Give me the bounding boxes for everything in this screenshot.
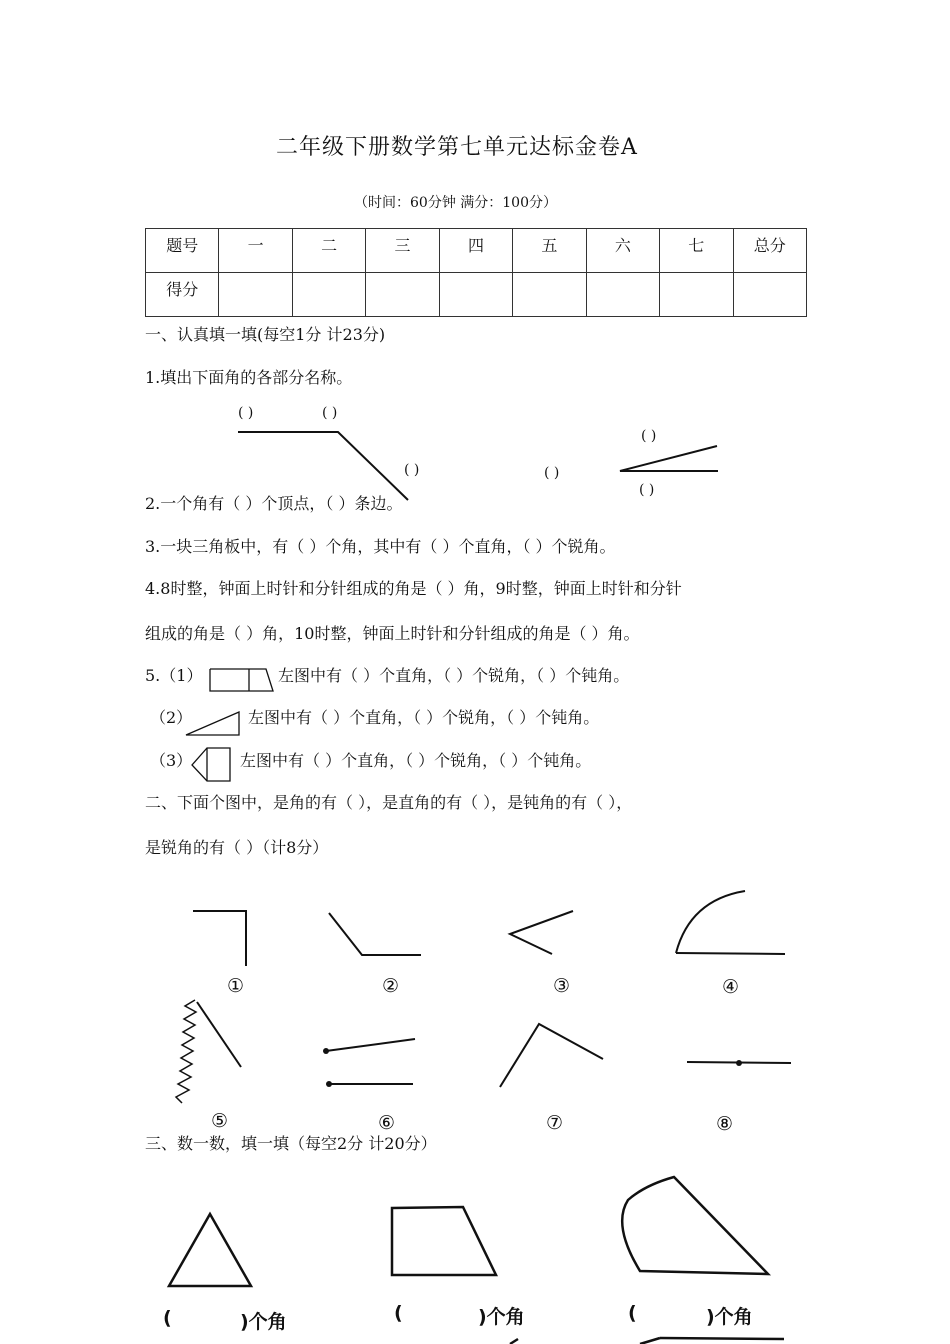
figure-label: ④	[722, 976, 740, 998]
figure-label: ①	[227, 975, 245, 997]
question-4-line-1: 4.8时整，钟面上时针和分针组成的角是（ ）角，9时整，钟面上时针和分针	[145, 579, 682, 598]
score-header-cell: 总分	[733, 229, 807, 273]
page-title: 二年级下册数学第七单元达标金卷A	[276, 135, 638, 160]
score-header-cell: 七	[660, 229, 733, 273]
figure-label: ⑥	[378, 1112, 396, 1134]
score-header-cell: 三	[366, 229, 439, 273]
score-header-cell: 五	[513, 229, 586, 273]
score-header-cell: 四	[439, 229, 512, 273]
curved-sector-shape	[622, 1177, 768, 1274]
question-5-3-label: （3）	[150, 751, 193, 770]
answer-blank[interactable]: ( )	[404, 462, 420, 478]
question-5-2: 左图中有（ ）个直角，（ ）个锐角，（ ）个钝角。	[248, 708, 600, 727]
question-2: 2.一个角有（ ）个顶点，（ ）条边。	[145, 494, 403, 513]
figure-label: ⑦	[546, 1112, 564, 1134]
section1-heading: 一、认真填一填(每空1分 计23分)	[145, 325, 386, 344]
score-header-cell: 一	[219, 229, 292, 273]
figure-label: ③	[553, 975, 571, 997]
score-header-cell: 题号	[146, 229, 219, 273]
exam-info: （时间：60分钟 满分：100分）	[354, 195, 557, 211]
section2-line-2: 是锐角的有（ ）（计8分）	[145, 838, 329, 857]
answer-blank-close: )个角	[478, 1306, 525, 1328]
question-5-1: 左图中有（ ）个直角，（ ）个锐角，（ ）个钝角。	[278, 666, 630, 685]
answer-blank-open: (	[628, 1302, 637, 1324]
figure-label: ⑧	[716, 1113, 734, 1135]
section3-heading: 三、数一数，填一填（每空2分 计20分）	[145, 1134, 437, 1153]
answer-blank-open: (	[163, 1307, 172, 1329]
answer-blank-open: (	[394, 1302, 403, 1324]
answer-blank-close: )个角	[706, 1306, 753, 1328]
answer-blank[interactable]	[640, 1302, 702, 1328]
answer-blank-close: )个角	[240, 1311, 287, 1333]
score-row-label: 得分	[146, 273, 219, 317]
question-5-1-label: 5.（1）	[145, 666, 203, 685]
answer-blank[interactable]: ( )	[544, 465, 560, 481]
answer-blank[interactable]: ( )	[238, 405, 254, 421]
question-5-3: 左图中有（ ）个直角，（ ）个锐角，（ ）个钝角。	[240, 751, 592, 770]
answer-blank[interactable]	[406, 1302, 474, 1328]
answer-blank[interactable]: ( )	[322, 405, 338, 421]
partial-shapes-cut-off	[510, 1338, 784, 1344]
section2-line-1: 二、下面个图中，是角的有（ ），是直角的有（ ），是钝角的有（ ），	[145, 793, 633, 812]
question-3: 3.一块三角板中，有（ ）个角，其中有（ ）个直角，（ ）个锐角。	[145, 537, 616, 556]
score-header-cell: 六	[586, 229, 659, 273]
score-header-cell: 二	[292, 229, 365, 273]
question-4-line-2: 组成的角是（ ）角，10时整，钟面上时针和分针组成的角是（ ）角。	[145, 624, 640, 643]
figure-label: ②	[382, 975, 400, 997]
answer-blank[interactable]: ( )	[641, 428, 657, 444]
question-5-2-label: （2）	[150, 708, 193, 727]
question-1: 1.填出下面角的各部分名称。	[145, 368, 353, 387]
figure-label: ⑤	[211, 1110, 229, 1132]
answer-blank[interactable]: ( )	[639, 482, 655, 498]
triangle-shape	[169, 1214, 251, 1286]
trapezoid-shape	[392, 1207, 496, 1275]
answer-blank[interactable]	[175, 1307, 237, 1333]
